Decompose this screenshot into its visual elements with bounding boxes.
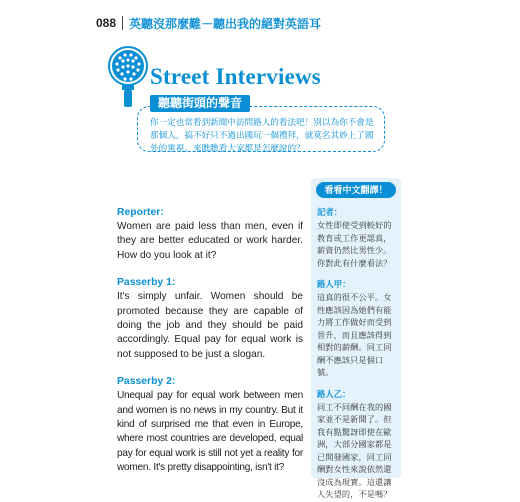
translation-item	[317, 279, 397, 380]
microphone-icon	[103, 44, 153, 108]
intro-text: 你一定也常看到新聞中訪問路人的看法吧！別以為你不會是那個人，搞不好只不過出國玩一個禮拜，就莫名其妙上了國外的電視。來瞧瞧看大家都是怎麼說的？	[150, 117, 374, 153]
speaker-label: Passerby 2:	[117, 376, 176, 388]
section-title: Street Interviews	[150, 64, 321, 89]
dialogue-column	[117, 206, 303, 489]
translation-label: 路人乙：	[317, 388, 351, 399]
speech-text: Women are paid less than men, even if they are better educated or work harder. How do you look at it?	[117, 221, 303, 261]
section-subtitle: 聽聽街頭的聲音	[150, 95, 250, 112]
book-title: 英聽沒那麼難－聽出我的絕對英語耳	[129, 16, 322, 31]
page-number: 088	[96, 16, 117, 30]
translation-text: 同工不同酬在我的國家並不是新聞了。但我有點驚訝即使在歐洲，大部分國家都是已開發國家，同工同酬對女性來說依然還沒成為現實。這還讓人失望的，不是嗎？	[317, 402, 392, 499]
dialogue-block-reporter	[117, 206, 303, 263]
page-header	[96, 13, 436, 33]
translation-item	[317, 389, 397, 502]
dialogue-block-passerby-2	[117, 375, 303, 475]
translation-text: 女性即使受到較好的教育或工作更認真，薪資仍然比男性少。你對此有什麼看法？	[317, 221, 392, 268]
speaker-label: Passerby 1:	[117, 277, 176, 289]
translation-label: 記者：	[317, 207, 343, 217]
intro-box	[137, 106, 385, 152]
translation-text: 這真的很不公平。女性應該因為她們有能力將工作做好而受到晉升，而且應該得到相對的薪酬。同工同酬不應該只是個口號。	[317, 293, 392, 377]
speaker-label: Reporter:	[117, 207, 164, 218]
translation-item	[317, 207, 397, 270]
translation-sidebar	[311, 178, 401, 499]
speech-text: It's simply unfair. Women should be promoted because they are capable of doing the job and they should be paid accordingly. Equal pay for equal work is not supposed to be just a slogan.	[117, 291, 303, 360]
translation-label: 路人甲：	[317, 279, 351, 289]
dialogue-block-passerby-1	[117, 276, 303, 362]
translation-header: 看看中文翻譯！	[316, 182, 396, 198]
header-divider	[122, 16, 123, 30]
speech-text: Unequal pay for equal work between men and women is no news in my country. But it kind of surprised me that even in Europe, where most countries are developed, equal pay for equal work is still not yet a reality for women. It's pretty disappointing, isn't it?	[117, 390, 303, 474]
